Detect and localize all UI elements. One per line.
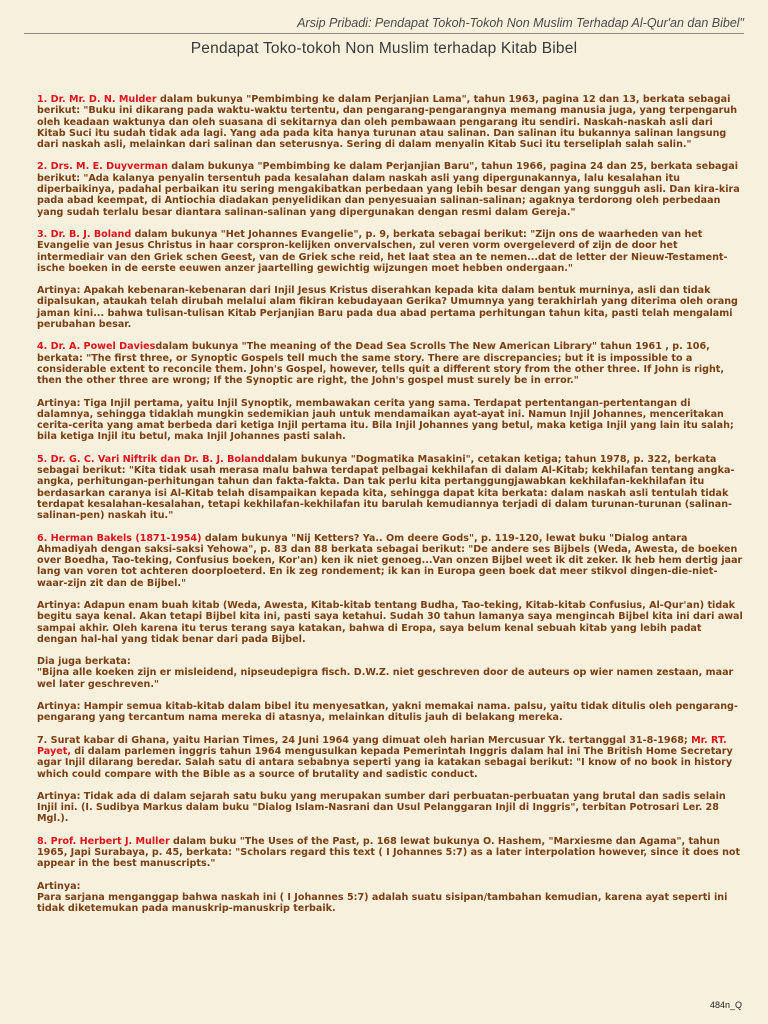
paragraph-text: dalam bukunya "Nij Ketters? Ya.. Om deere Gods", p. 119-120, lewat buku "Dialog antara Ahmadiyah dengan saksi-saksi Yehowa", p. 83 dan 88 berkata sebagai berikut: "De andere ses Bijbels (Weda, Awesta, de boeken over Boedha, Tao-teking, Confusius boeken, Kor'an) ken ik niet genoeg...Van onzen Bijbel weet ik dit zeker. Ik heb hem dertig jaar lang van voren tot achteren doorploeterd. En ik zeg rondement; ik kan in Europa geen boek dat meer stikvol dingen-die-niet-waar-zijn zit dan de Bijbel." [37, 532, 743, 589]
document-body [37, 94, 744, 926]
paragraph-text: dalam bukunya "The meaning of the Dead Sea Scrolls The New American Library" tahun 1961 , p. 106, berkata: "The first three, or Synoptic Gospels tell much the same story. There are discrepancies; but it is impossible to a considerable extent to reconcile them. John's Gospel, however, tells quit a different story from the other three. If John is right, then the other three are wrong; If the Synoptic are right, the John's gospel must surely be in error." [37, 341, 725, 387]
paragraph-6-quote-translation: Artinya: Hampir semua kitab-kitab dalam bibel itu menyesatkan, yakni memakai nama. palsu, yaitu tidak ditulis oleh pengarang-pengarang yang tercantum nama mereka di atasnya, melainkan ditulis jauh di belakang mereka. [37, 701, 738, 724]
paragraph-text: dalam bukunya "Pembimbing ke dalam Perjanjian Lama", tahun 1963, pagina 12 dan 13, berkata sebagai berikut: "Buku ini dikarang pada waktu-waktu tertentu, dan pengarang-pengarangnya memang manusia juga, yang terpengaruh oleh keadaan waktunya dan oleh suasana di sekitarnya dan oleh pembawaan pengarang itu sendiri. Naskah-naskah asli dari Kitab Suci itu sudah tidak ada lagi. Yang ada pada kita hanya turunan atau salinan. Dan salinan itu bukannya salinan langsung dari naskah asli, melainkan dari salinan dan seterusnya. Sering di dalam menyalin Kitab Suci itu terseliplah salah salin." [37, 94, 738, 151]
paragraph-text: dalam bukunya "Pembimbing ke dalam Perjanjian Baru", tahun 1966, pagina 24 dan 25, berkata sebagai berikut: "Ada kalanya penyalin tersentuh pada kesalahan dalam naskah asli yang dipergunakannya, lalu kesalahan itu diperbaikinya, padahal perbaikan itu sering mengakibatkan perbedaan yang lebih besar dengan yang sungguh asli. Dan kira-kira pada abad keempat, di Antiochia diadakan penyelidikan dan penyesuaian salinan-salinan; agaknya terdorong oleh perbedaan yang sudah terlalu besar diantara salinan-salinan yang dipergunakan dengan resmi dalam Gereja." [37, 161, 740, 218]
paragraph-5 [37, 454, 744, 522]
page-title: Pendapat Toko-tokoh Non Muslim terhadap Kitab Bibel [190, 40, 578, 57]
paragraph-6-translation: Artinya: Adapun enam buah kitab (Weda, Awesta, Kitab-kitab tentang Budha, Tao-teking, Kitab-kitab Confusius, Al-Qur'an) tidak begitu saya kenal. Akan tetapi Bijbel kita ini, pasti saya ketahui. Sudah 30 tahun lamanya saya mengincah Bijbel kita ini dari awal sampai akhir. Oleh karena itu terus terang saya katakan, bahwa di Eropa, saya belum kenal sebuah kitab yang lebih padat dengan hal-hal yang tidak benar dari pada Bijbel. [37, 599, 743, 645]
paragraph-2 [37, 161, 744, 217]
author-name: Mr. RT. Payet, [37, 734, 727, 757]
paragraph-3-translation: Artinya: Apakah kebenaran-kebenaran dari Injil Jesus Kristus diserahkan kepada kita dalam bentuk murninya, asli dan tidak dipalsukan, ataukah telah dirubah melalui alam fikiran kebudayaan Gerika? Umumnya yang terakhirlah yang diterima oleh orang jaman kini... bahwa tulisan-tulisan Kitab Perjanjian Baru pada dua abad pertama perhitungan tahun kita, pasti telah mengalami perubahan besar. [37, 285, 738, 331]
paragraph-8-translation: Artinya: Para sarjana menganggap bahwa naskah ini ( I Johannes 5:7) adalah suatu sisipan/tambahan kemudian, karena ayat seperti ini tidak diketemukan pada manuskrip-manuskrip terbaik. [37, 880, 728, 915]
paragraph-7 [37, 735, 744, 780]
paragraph-text: di dalam parlemen inggris tahun 1964 mengusulkan kepada Pemerintah Inggris dalam hal ini The British Home Secretary agar Injil dilarang beredar. Salah satu di antara sebabnya seperti yang ia katakan sebagai berikut: "I know of no book in history which could compare with the Bible as a source of brutality and sadistic conduct. [37, 745, 733, 780]
page-footer: 484n_Q [709, 1000, 742, 1010]
author-name: 4. Dr. A. Powel Davies [37, 341, 156, 353]
paragraph-text: dalam bukunya "Dogmatika Masakini", cetakan ketiga; tahun 1978, p. 322, berkata sebagai berikut: "Kita tidak usah merasa malu bahwa terdapat pelbagai kekhilafan di dalam Al-Kitab; kekhilafan tentang angka-angka, perhitungan-perhitungan tahun dan fakta-fakta. Dan tak perlu kita pertanggungjawabkan kekhilafan-kekhilafan itu berdasarkan caranya isi Al-Kitab telah disampaikan kepada kita, sehingga dapat kita berkata: dalam naskah asli tentulah tidak terdapat kesalahan-kesalahan, tetapi kekhilafan-kekhilafan itu barulah kemudiannya terjadi di dalam turunan-turunan (salinan-salinan-pen) naskah itu." [37, 453, 735, 522]
author-name: 2. Drs. M. E. Duyverman [37, 161, 168, 173]
paragraph-4-translation: Artinya: Tiga Injil pertama, yaitu Injil Synoptik, membawakan cerita yang sama. Terdapat pertentangan-pertentangan di dalamnya, sehingga tidaklah mungkin sedemikian jauh untuk mendamaikan ayat-ayat ini. Namun Injil Johannes, menceritakan cerita-cerita yang amat berbeda dari ketiga Injil pertama itu. Bila Injil Johannes yang betul, maka ketiga Injil yang lain itu salah; bila ketiga Injil itu betul, maka Injil Johannes pasti salah. [37, 397, 734, 443]
author-name: 5. Dr. G. C. Vari Niftrik dan Dr. B. J. Boland [37, 453, 265, 465]
paragraph-1 [37, 94, 744, 150]
paragraph-3 [37, 229, 744, 274]
paragraph-text: dalam bukunya "Het Johannes Evangelie", p. 9, berkata sebagai berikut: "Zijn ons de waarheden van het Evangelie van Jesus Christus in haar corspron-kelijken onvervalschen, zul veren vorm overgeleverd of zijn de door het intermediair van den Griek schen Geest, van de Griek sche reid, het laat stea an te nemen...dat de letter der Nieuw-Testament-ische boeken in de eerste eeuwen anzer jaartelling gewichtig wijzungen moet hebben ondergaan." [37, 228, 728, 274]
paragraph-text: dalam buku "The Uses of the Past, p. 168 lewat bukunya O. Hashem, "Marxiesme dan Agama", tahun 1965, Japi Surabaya, p. 45, berkata: "Scholars regard this text ( I Johannes 5:7) as a later interpolation however, since it does not appear in the best manuscripts." [37, 835, 741, 870]
paragraph-6-quote: Dia juga berkata: "Bijna alle koeken zijn er misleidend, nipseudepigra fisch. D.W.Z. niet geschreven door de auteurs op wier namen zestaan, maar wel later geschreven." [37, 656, 734, 690]
author-name: 1. Dr. Mr. D. N. Mulder [37, 94, 157, 105]
paragraph-7-translation: Artinya: Tidak ada di dalam sejarah satu buku yang merupakan sumber dari perbuatan-perbuatan yang brutal dan sadis selain Injil ini. (I. Sudibya Markus dalam buku "Dialog Islam-Nasrani dan Usul Pelanggaran Injil di Inggris", terbitan Potrosari Ler. 28 Mgl.). [37, 790, 726, 825]
paragraph-8 [37, 836, 744, 870]
author-name: 8. Prof. Herbert J. Muller [37, 835, 170, 847]
paragraph-4 [37, 341, 744, 386]
paragraph-6 [37, 533, 744, 589]
paragraph-text: 7. Surat kabar di Ghana, yaitu Harian Times, 24 Juni 1964 yang dimuat oleh harian Mercusuar Yk. tertanggal 31-8-1968; [37, 734, 692, 746]
author-name: 6. Herman Bakels (1871-1954) [37, 532, 202, 544]
author-name: 3. Dr. B. J. Boland [37, 228, 132, 240]
document-header: Arsip Pribadi: Pendapat Tokoh-Tokoh Non Muslim Terhadap Al-Qur'an dan Bibel" [24, 16, 744, 34]
